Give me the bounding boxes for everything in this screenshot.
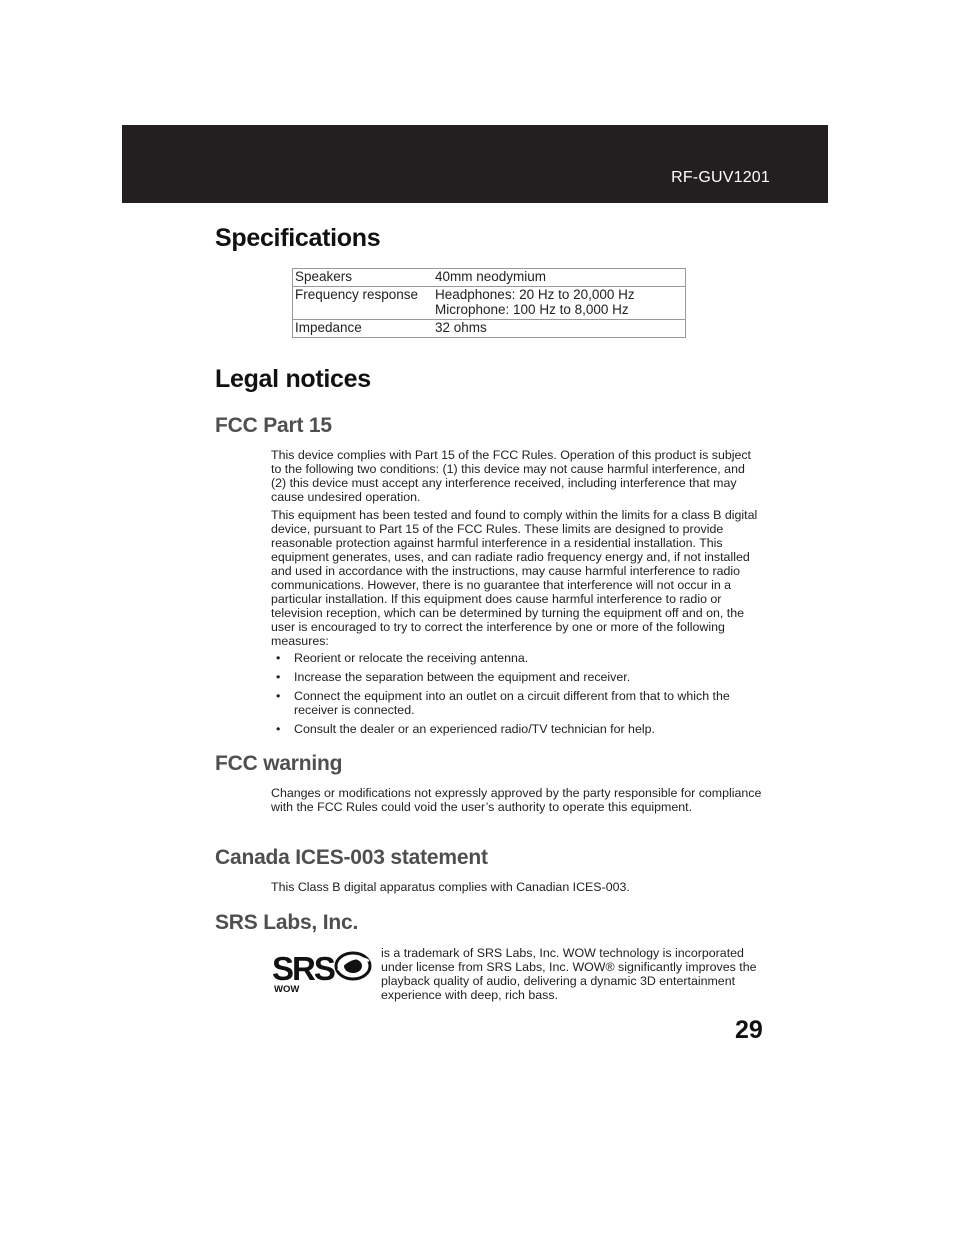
header-bar (122, 125, 828, 203)
srs-labs-heading: SRS Labs, Inc. (215, 911, 359, 934)
list-item (271, 689, 763, 717)
table-row (293, 269, 686, 287)
canada-ices-heading: Canada ICES-003 statement (215, 846, 488, 869)
list-item (271, 651, 763, 665)
fcc-warning-paragraph: Changes or modifications not expressly approved by the party responsible for compliance with the FCC Rules could void the user’s authority to operate this equipment. (271, 786, 762, 814)
table-row (293, 287, 686, 320)
specifications-title: Specifications (215, 224, 381, 252)
spec-value-line: 40mm neodymium (435, 269, 547, 284)
canada-ices-paragraph: This Class B digital apparatus complies with Canadian ICES-003. (271, 880, 630, 894)
bullet-icon: • (276, 651, 281, 665)
spec-label: Speakers (293, 269, 434, 287)
list-item-text: Reorient or relocate the receiving antenna. (294, 651, 529, 665)
srs-logo-text: SRS (272, 950, 334, 987)
list-item-text: Increase the separation between the equipment and receiver. (294, 670, 631, 684)
spec-label: Frequency response (293, 287, 434, 320)
spec-value-line: Microphone: 100 Hz to 8,000 Hz (435, 302, 629, 317)
spec-label: Impedance (293, 320, 434, 338)
fcc-warning-heading: FCC warning (215, 752, 343, 775)
model-number: RF-GUV1201 (671, 169, 770, 186)
spec-value-line: Headphones: 20 Hz to 20,000 Hz (435, 287, 635, 302)
spec-value (433, 287, 686, 320)
legal-notices-title: Legal notices (215, 365, 371, 393)
list-item-text: Connect the equipment into an outlet on a circuit different from that to which the receiver is connected. (294, 689, 730, 717)
specifications-table (292, 268, 686, 338)
spec-value (433, 269, 686, 287)
spec-value-line: 32 ohms (435, 320, 487, 335)
table-row (293, 320, 686, 338)
bullet-icon: • (276, 722, 281, 736)
srs-paragraph: is a trademark of SRS Labs, Inc. WOW technology is incorporated under license from SRS Labs, Inc. WOW® significantly improves the playback quality of audio, delivering a dynamic 3D entertainment experience with deep, rich bass. (381, 946, 757, 1002)
fcc-part15-paragraph-2: This equipment has been tested and found to comply within the limits for a class B digital device, pursuant to Part 15 of the FCC Rules. These limits are designed to provide reasonable protection against harmful interference in a residential installation. This equipment generates, uses, and can radiate radio frequency energy and, if not installed and used in accordance with the instructions, may cause harmful interference to radio communications. However, there is no guarantee that interference will not occur in a particular installation. If this equipment does cause harmful interference to radio or television reception, which can be determined by turning the equipment off and on, the user is encouraged to try to correct the interference by one or more of the following measures: (271, 508, 758, 648)
list-item (271, 722, 763, 736)
page-number: 29 (735, 1016, 763, 1044)
fcc-part15-heading: FCC Part 15 (215, 414, 332, 437)
spec-value (433, 320, 686, 338)
list-item-text: Consult the dealer or an experienced radio/TV technician for help. (294, 722, 655, 736)
srs-wow-logo-icon (272, 950, 372, 996)
bullet-icon: • (276, 670, 281, 684)
wow-logo-text: WOW (274, 984, 300, 995)
fcc-part15-paragraph-1: This device complies with Part 15 of the FCC Rules. Operation of this product is subject to the following two conditions: (1) this device may not cause harmful interference, and (2) this device must accept any interference received, including interference that may cause undesired operation. (271, 448, 752, 504)
bullet-icon: • (276, 689, 281, 703)
list-item (271, 670, 763, 684)
fcc-measures-list (271, 651, 763, 741)
